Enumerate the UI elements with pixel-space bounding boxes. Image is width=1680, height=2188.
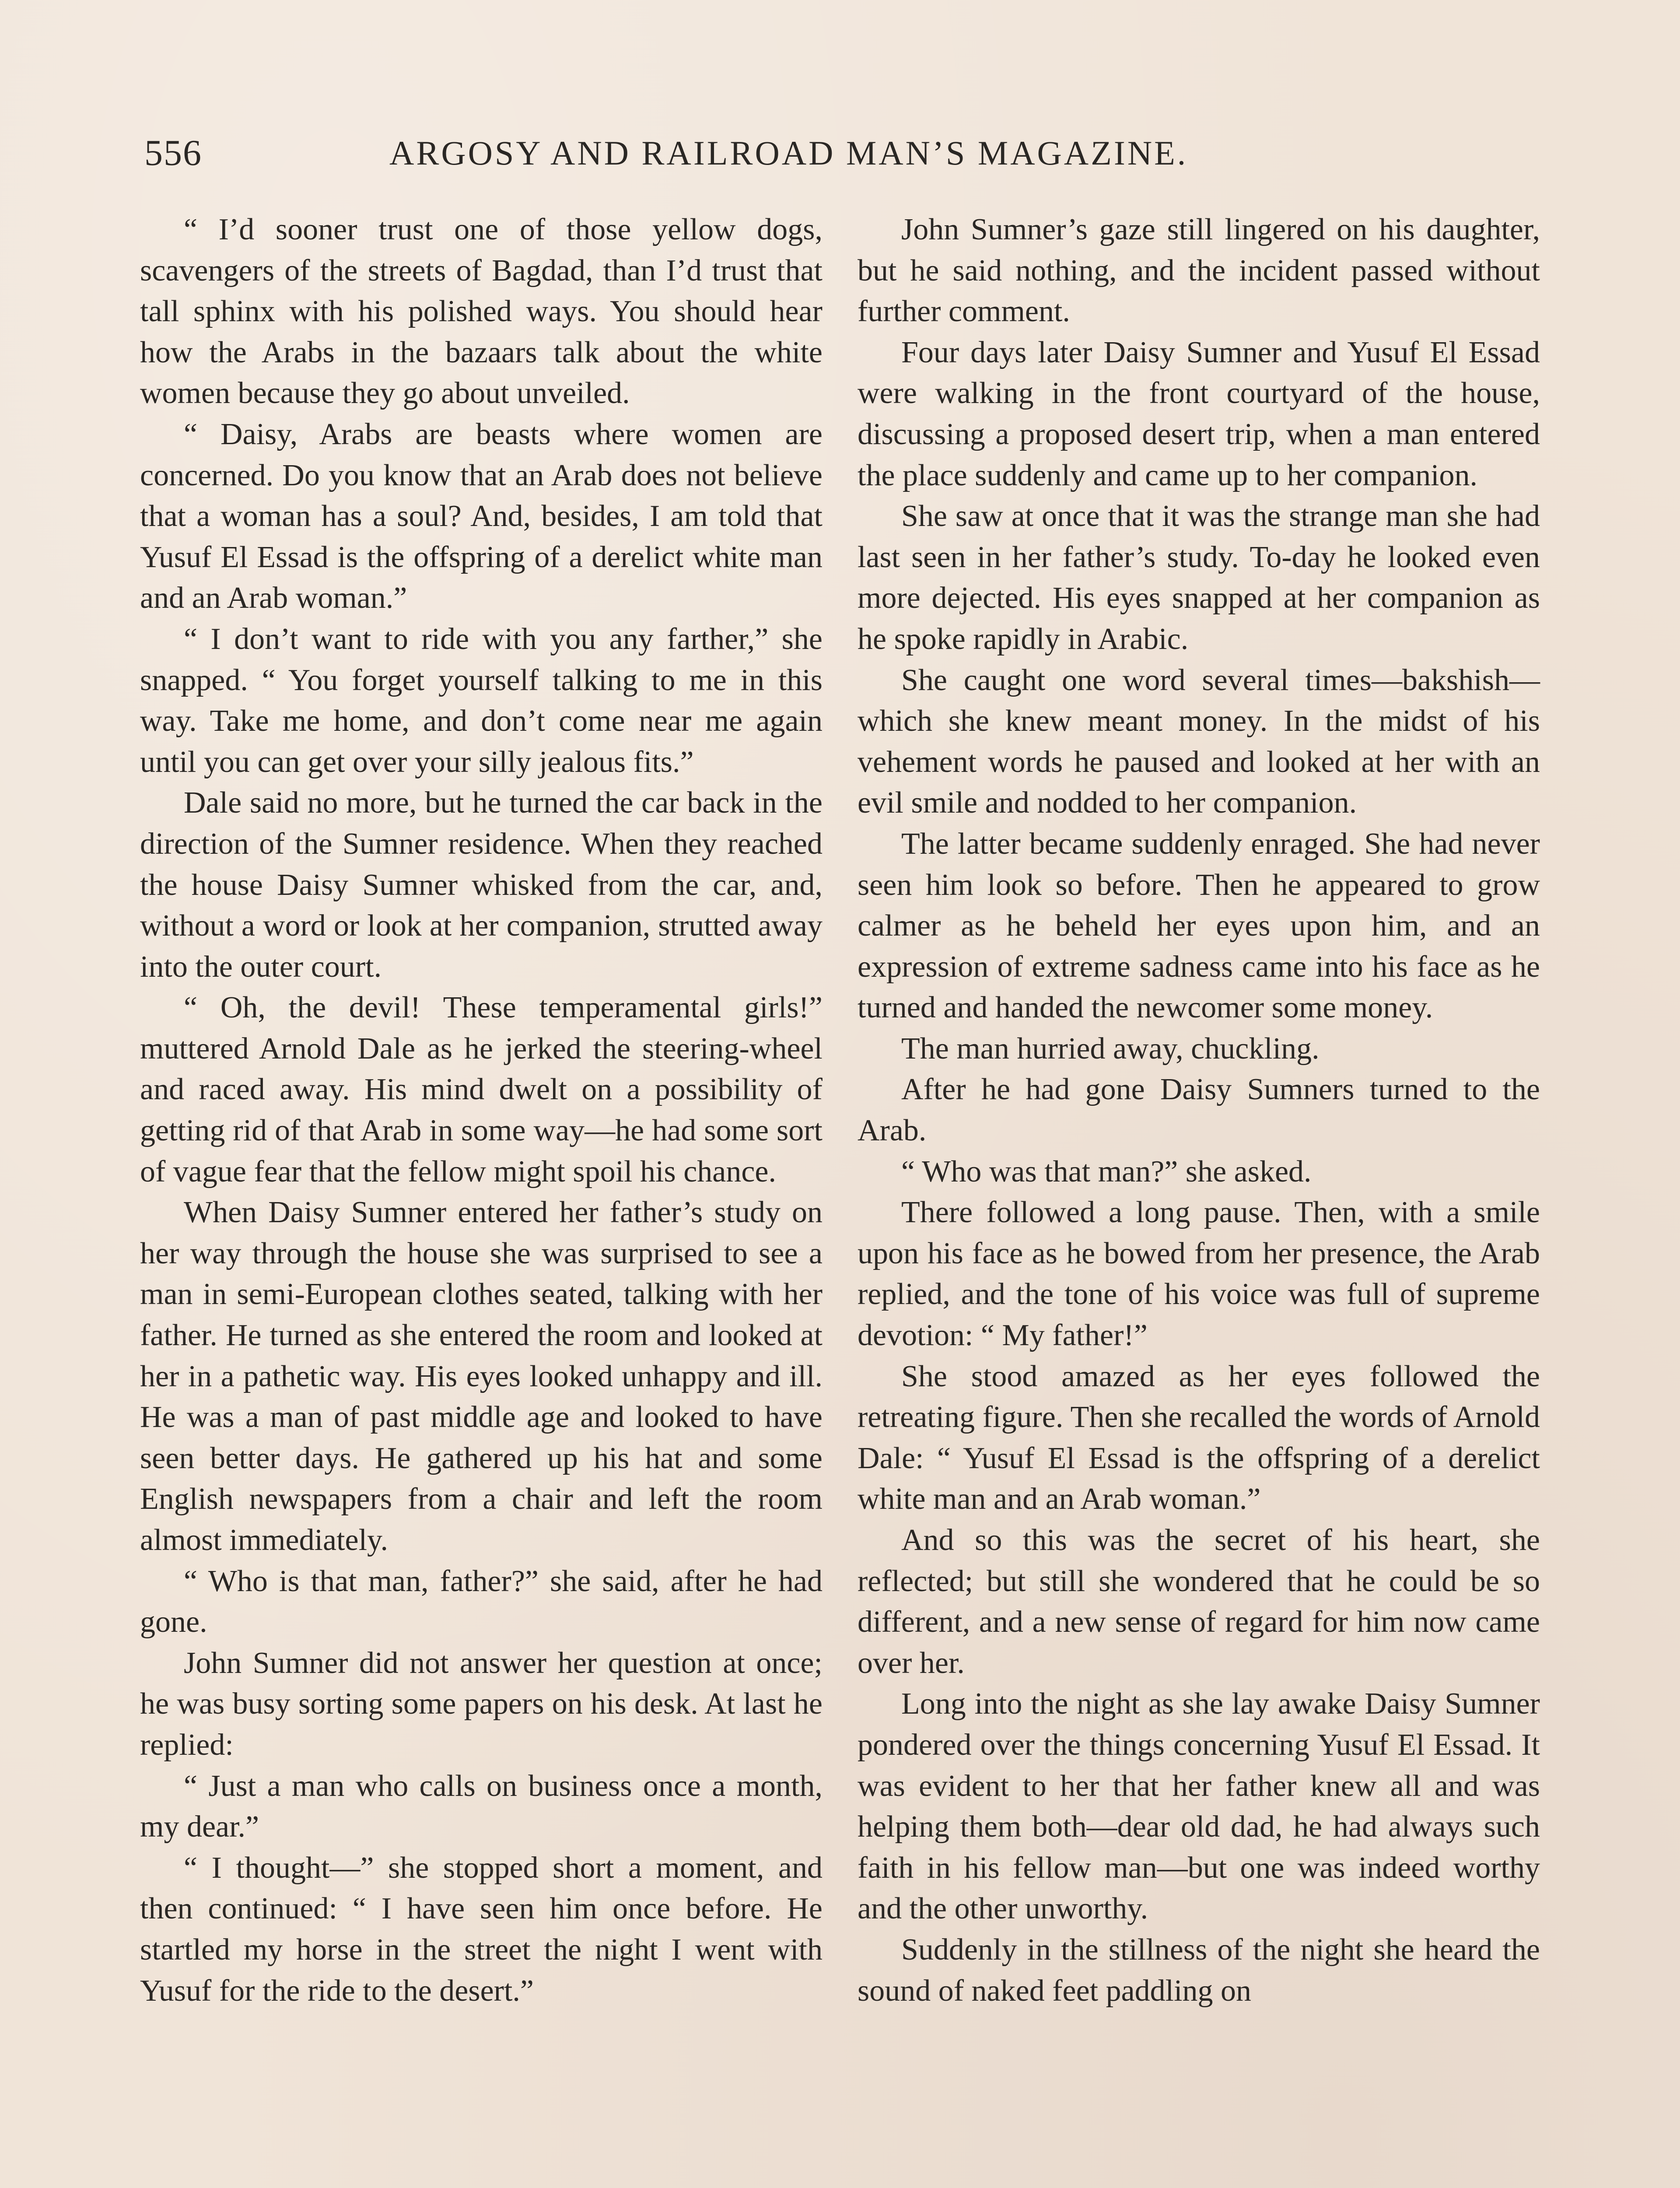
paragraph: “ Daisy, Arabs are beasts where women are concerned. Do you know that an Arab does not believe that a woman has a soul? And, besides, I am told that Yusuf El Essad is the offspring of a derelict white man and an Arab woman.” [140, 417, 822, 615]
paragraph: After he had gone Daisy Sumners turned to the Arab. [858, 1073, 1540, 1148]
paragraph: There followed a long pause. Then, with a smile upon his face as he bowed from her presence, the Arab replied, and the tone of his voice was full of supreme devotion: “ My father!” [858, 1196, 1540, 1353]
paragraph: Four days later Daisy Sumner and Yusuf El Essad were walking in the front courtyard of the house, discussing a proposed desert trip, when a man entered the place suddenly and came up to her companion. [858, 335, 1540, 492]
paragraph: “ I thought—” she stopped short a moment, and then continued: “ I have seen him once before. He startled my horse in the street the night I went with Yusuf for the ride to the desert.” [140, 1851, 822, 2008]
paragraph: The man hurried away, chuckling. [901, 1031, 1320, 1066]
paragraph: John Sumner did not answer her question at once; he was busy sorting some papers on his desk. At last he replied: [140, 1646, 822, 1762]
paragraph: Long into the night as she lay awake Daisy Sumner pondered over the things concerning Yusuf El Essad. It was evident to her that her father knew all and was helping them both—dear old dad, he had always such faith in his fellow man—but one was indeed worthy and the other unworthy. [858, 1687, 1540, 1926]
paragraph: Dale said no more, but he turned the car back in the direction of the Sumner residence. When they reached the house Daisy Sumner whisked from the car, and, without a word or look at her companion, strutted away into the outer court. [140, 786, 822, 984]
paragraph: “ Just a man who calls on business once a month, my dear.” [140, 1769, 822, 1844]
paragraph: John Sumner’s gaze still lingered on his daughter, but he said nothing, and the incident passed without further comment. [858, 213, 1540, 329]
paragraph: “ Oh, the devil! These temperamental girls!” muttered Arnold Dale as he jerked the steering-wheel and raced away. His mind dwelt on a possibility of getting rid of that Arab in some way—he had some sort of vague fear that the fellow might spoil his chance. [140, 991, 822, 1189]
paragraph: She stood amazed as her eyes followed the retreating figure. Then she recalled the words of Arnold Dale: “ Yusuf El Essad is the offspring of a derelict white man and an Arab woman.” [858, 1359, 1540, 1516]
page-header [144, 127, 1536, 184]
paragraph: She caught one word several times—bakshish—which she knew meant money. In the midst of his vehement words he paused and looked at her with an evil smile and nodded to her companion. [858, 663, 1540, 820]
left-column [140, 209, 822, 2011]
page-number: 556 [144, 133, 202, 173]
paragraph: She saw at once that it was the strange man she had last seen in her father’s study. To-day he looked even more dejected. His eyes snapped at her companion as he spoke rapidly in Arabic. [858, 499, 1540, 656]
paragraph: “ I’d sooner trust one of those yellow dogs, scavengers of the streets of Bagdad, than I’d trust that tall sphinx with his polished ways. You should hear how the Arabs in the bazaars talk about the white women because they go about unveiled. [140, 213, 822, 410]
paragraph: And so this was the secret of his heart, she reflected; but still she wondered that he could be so different, and a new sense of regard for him now came over her. [858, 1523, 1540, 1680]
paragraph: “ Who was that man?” she asked. [901, 1154, 1312, 1189]
paragraph: Suddenly in the stillness of the night she heard the sound of naked feet paddling on [858, 1932, 1540, 2008]
paragraph: The latter became suddenly enraged. She had never seen him look so before. Then he appeared to grow calmer as he beheld her eyes upon him, and an expression of extreme sadness came into his face as he turned and handed the newcomer some money. [858, 827, 1540, 1025]
paragraph: “ I don’t want to ride with you any farther,” she snapped. “ You forget yourself talking to me in this way. Take me home, and don’t come near me again until you can get over your silly jealous fits.” [140, 622, 822, 779]
paragraph: “ Who is that man, father?” she said, after he had gone. [140, 1564, 822, 1639]
right-column [858, 209, 1540, 2011]
paragraph: When Daisy Sumner entered her father’s study on her way through the house she was surprised to see a man in semi-European clothes seated, talking with her father. He turned as she entered the room and looked at her in a pathetic way. His eyes looked unhappy and ill. He was a man of past middle age and looked to have seen better days. He gathered up his hat and some English newspapers from a chair and left the room almost immediately. [140, 1196, 822, 1557]
running-title: ARGOSY AND RAILROAD MAN’S MAGAZINE. [389, 134, 1188, 172]
